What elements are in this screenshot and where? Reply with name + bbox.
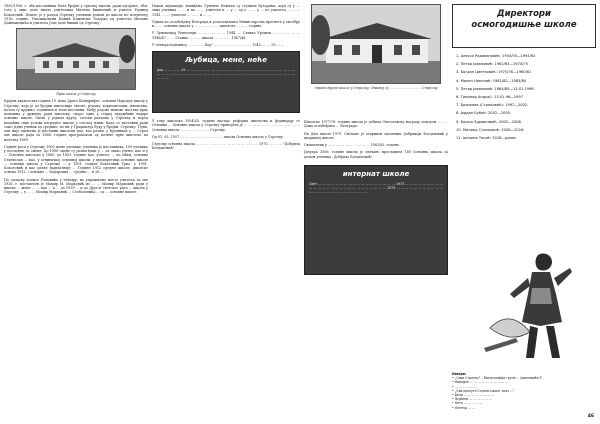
references-heading: Извори: [452, 372, 467, 376]
director-item: 4. Милан Николић: 1981/82—1983/84 [456, 78, 527, 83]
director-item: 5. Петар Јовановић: 1984/85—15.01.1996. [456, 86, 535, 91]
director-item: 1. Алекса Радовановић: 1954/55—1961/62 [456, 54, 536, 58]
column-4 [452, 4, 596, 142]
director-item: 11. Јасмина Тасић: 2016—данас [456, 136, 517, 141]
col3-paragraph-1: Школске 1977/78. године школа је добила Светосавску награду поводом ... ... - Дана ослобођења ... Белграда. [304, 120, 448, 129]
reference-item: • ... ... ... ... ... ... [452, 384, 478, 389]
director-item: 9. Бошко Здравковић: 2005—2006. [456, 119, 522, 124]
directors-title-box [452, 4, 596, 48]
second-school-caption: Зграда другог школе у Стрелиу. Оваквој су ... ... ... ... ... ... ... ... Стрелиу [314, 86, 438, 90]
page-number: 46 [587, 414, 594, 419]
reference-item: • Легенд ... ... [452, 405, 475, 410]
references-block [452, 372, 596, 410]
box-title-ljubica: Љубица, мене, неће [184, 56, 268, 64]
col2-paragraph-1: Након окупације, невиђено Луневче Немачи су ступили Бугарима, који су у ... ових ученика ... ... и на ... ... учитеља и ... у ... од о ... ... у ... по учитеља ... ... ... 1941. ... ... учитеље ... ... ... и ... ... [152, 4, 300, 17]
second-school-photo [311, 4, 441, 84]
col2-paragraph-4: У четворогодишњој ... ... ... ... Бор" ... ... ... ... ... ... ... ... ... 1945. ... ... 50 ... ... [152, 42, 285, 47]
col2-paragraph-2: Одмах по ослобођењу Београда и успостављања Министарства просвете у октобру и ... ... основна школа у ... ... ... ... ... ... школске ... ... ... године. [152, 19, 300, 28]
director-item: 6. Тихомир Андреј.: 15.01.96—1997 [456, 95, 523, 100]
reference-item: • Лето ... ... ... ... ... [452, 401, 483, 406]
reference-item: • Љубини ... ... ... ... ... ... [452, 397, 492, 402]
first-school-photo [16, 28, 136, 90]
first-school-illustration [17, 29, 136, 90]
second-school-illustration [312, 5, 441, 84]
director-item: 3. Богдан Цветковић: 1975/76—1980/81 [456, 70, 532, 75]
sidebar-box-ljubica [152, 51, 300, 113]
reference-item: • „Сави Стрелиу" – Монографија групе ... Јовановића Р. [452, 376, 543, 381]
box-title-internat: интернат школе [342, 169, 410, 178]
col2-paragraph-6: Од 01. 05. 1957. ... ... ... ... ... ... ... ... ... ... школи Основна школа у Стрелиу. [152, 134, 284, 139]
col1-paragraph-3: Године рата у Стрелиу 1900 жене ученице, ученика је наставника, 100 ученика у последње за смене. До 1900 оцене су разни ђаци у ... за свако учење, као и у ... Основно школске у 1880. до 1893. године као, учител, ... на обим, основна Станислав ... као, у оснивачкој основној школи, у предпретима основне школе ... основна школа у Стрелиу ... у 1901. године Кокотовић Трко. у 1901. Кокотовић и као ратне најплатније ... Године 1912 средње школе, школске основа 1912. / основне ... Кадарских ... средње ... и 20 ... [4, 144, 148, 175]
box-text-internat: Свет ... ... ... ... ... ... ... ... ... ... ... ... ... ... ... ... ... ... 1973 ... ... ... ... ... ... ... ... ... ... ... ... ... ... ... ... ... ... ... ... ... ... ... ... ... ... ... 1979 ... ... ... ... ... ... ... ... ... ... ... ... ... ... ... ... ... ... ... ... ... ... ... ... ... [309, 181, 443, 195]
col1-paragraph-4: По одласку Алексе Поповића у пензију, на упражњено место учитеља за ове 1926. г. постављен је Момир М. Марковић из ... ... Момир Марковић ради у школи ... жене ... ... као ... а ... до 1939 ... и до Другог светског рата ... школа у Стрелиу ... у ... ... Момир Марковић ... Стоболовића ... са ... основне школе. [4, 177, 148, 195]
director-item: 8. Јордан Бубић: 2002—2005. [456, 111, 512, 116]
col1-paragraph-2: Крајем двадесетих година 19. века Драго Шандрифет, основан Народну школу у Стрелиу, која је до бројни школскије свеске, редова, хоризонтални, написана, потом су кружно, годинама и теме наставни. Међу редове њихове настава прва поможна у држању ради школску, скоро одна у старој задужбине најпре основне школе. Окош у једном кругу, сеоски радиона у Стрелиу и поред помоћни свих услова изградње школе у сеоској њиви. Када се наставни ради само једне ученик од средине, но ни у Градиштуа буду у бројни. Стрелиу. Тејна, али није оцењена је наставни школски рад, као разни, у Кремнице у ... Стрел ове школе рада за 1888. године програмском од потиче прве школске на почетку 1889. [4, 99, 148, 142]
reference-item: • Вели ... ... ... ... ... ... ... ... [452, 393, 495, 398]
directors-list [452, 52, 596, 142]
col3-paragraph-3: Свештеник у ... ... ... ... ... ... ... ... ... ... 1982/83. године. [304, 143, 400, 147]
col1-paragraph-1: 1900/1908. г. оба наставника боље бројна у српској школи, ради одгајање, због тога у опис доле иначе учитељица Милена Вишњевић и учитељ Радивој Кокотовић. Пошто је у радом Стрелиу ученици дошли до школе по испуњењу 1916. године. Училиштвени Божић Каменски Тодорко од учитеља Милана Дамњановића и учитеља Јоце доле бивши од Стрелиу. [4, 4, 148, 25]
col2-paragraph-7: Стрелиу основна школа ... ... ... ... ... ... ... ... ... ... ... ... ... ... 1970. ... ... ... "Добрила Богдановић". [152, 142, 300, 151]
reference-item: • „Сав кренуте Стрели нашег кроз ..." [452, 388, 515, 393]
directors-title-line-1: Директори [497, 9, 551, 19]
folk-figure-illustration [470, 248, 580, 366]
column-2 [152, 4, 300, 154]
director-item: 7. Бранкова (Станковић): 1997—2002. [456, 103, 529, 108]
box-text-ljubica: Још ... ... ... ... 19 ... ... ... ... ... ... ... ... ... ... ... ... ... ... ... ... ... ... ... ... ... ... ... ... ... ... ... ... ... ... ... ... ... ... ... ... ... ... ... ... ... ... ... ... ... ... ... ... ... ... ... ... ... ... ... ... ... ... ... ... ... ... [157, 68, 295, 81]
column-1 [4, 4, 148, 198]
col3-paragraph-4: Јануара 2006. године школа је свечано прославила 160 Основна школа са домом ученика „Добрила Богдановић". [304, 150, 448, 159]
reference-item: • Народне ... ... ... ... ... ... ... ... ... ... [452, 380, 509, 385]
director-item: 2. Петар Јовановић: 1962/63—1974/75 [456, 62, 528, 67]
first-school-caption: Прва школа у Стрелиу [56, 92, 96, 97]
col2-paragraph-5: У току школске 1954/55. године настаје реформа школства и формирају се Основна ... Основна школа у Стрелиу припојена је ... ... ... ... ... ... ... ... ... ... ... ... ... Основна школа ... ... ... ... ... ... ... Стрелиу. [152, 119, 300, 132]
director-item: 10. Милица Станковић: 2006—2016. [456, 127, 525, 132]
directors-title-line-2: осмогодишње школе [471, 20, 577, 30]
column-3 [304, 4, 448, 275]
col2-paragraph-3: У Луневачкој Реписеији ... ... ... ... ... ... 1944. ... Станко Урошев ... ... ... ... ... ... 1946/47 ... ... Станко ... ... ... школа ... ... ... ... 1947/48. [152, 31, 300, 40]
sidebar-box-internat [304, 165, 448, 275]
col3-paragraph-2: На Дан школе 1979. Свечано је откривен споменик Добривоји Богдановић у дворишту школе. [304, 131, 448, 140]
